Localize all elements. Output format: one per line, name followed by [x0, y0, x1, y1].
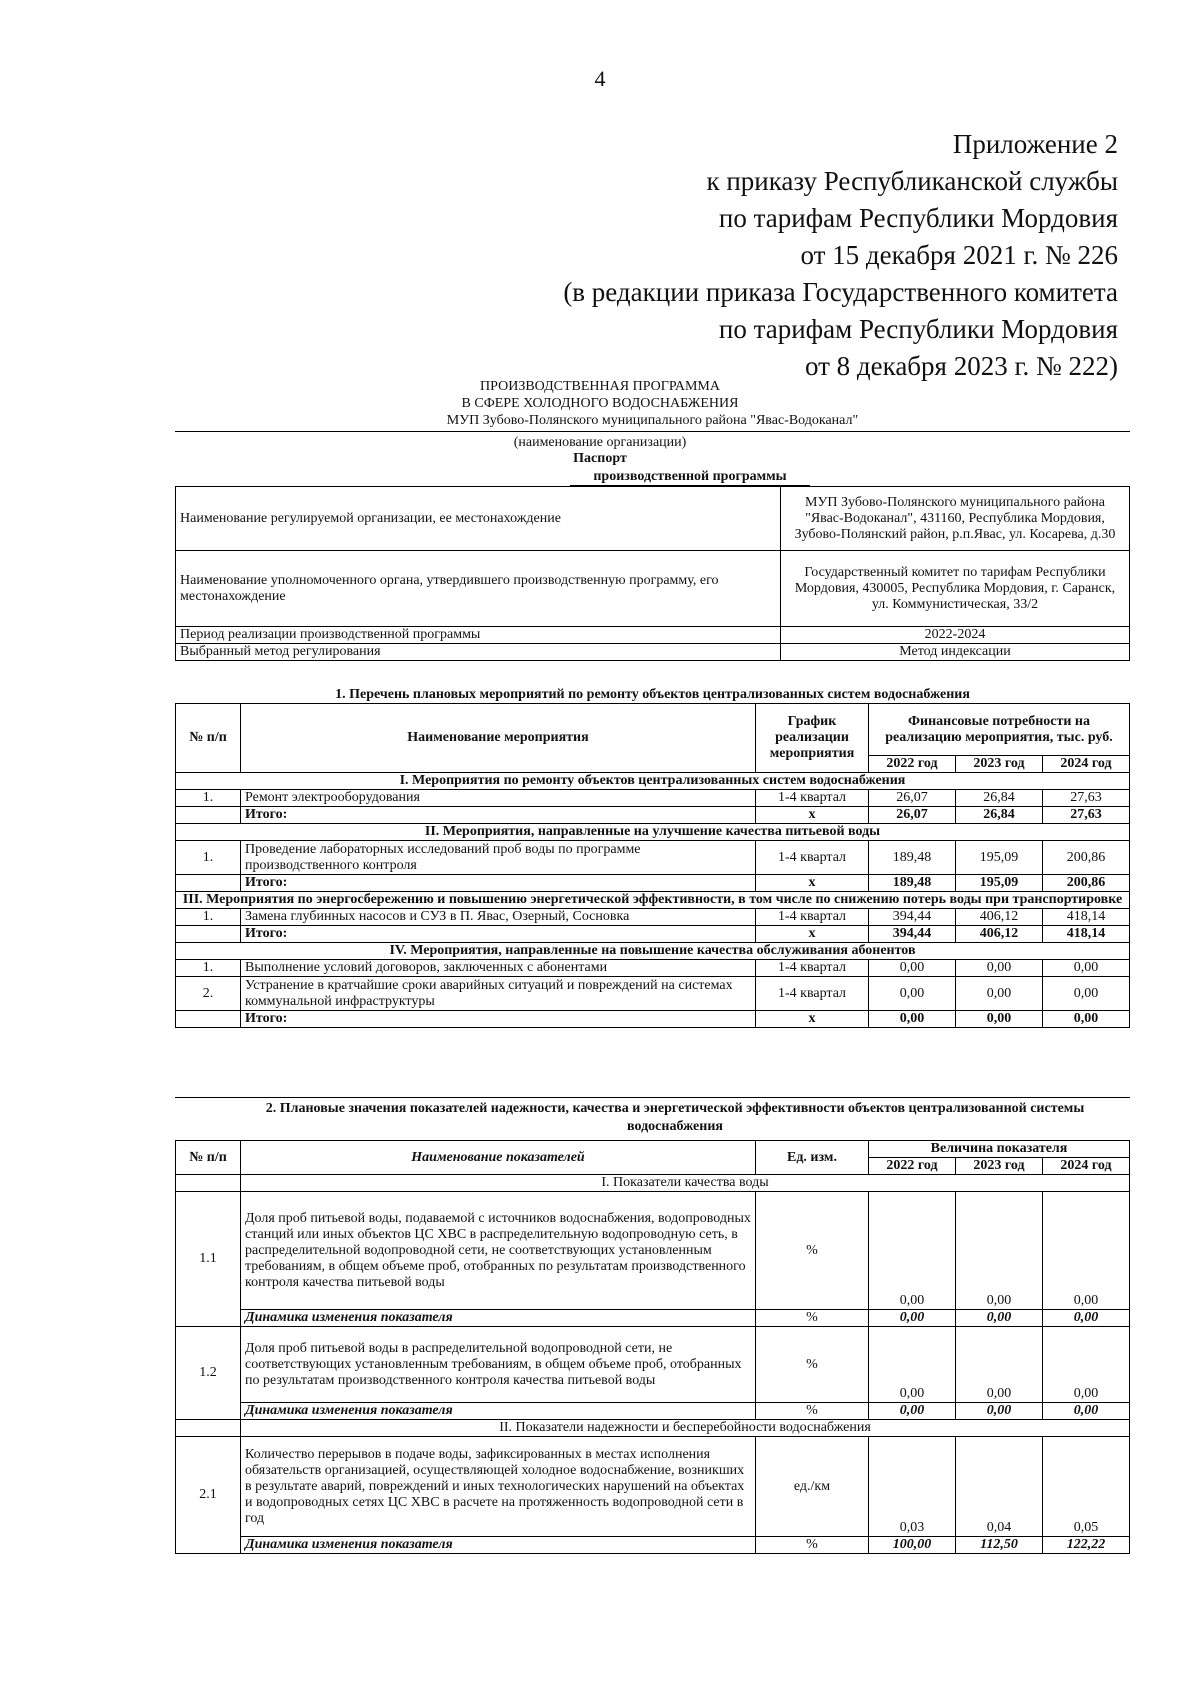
passport-subtitle: производственной программы [570, 468, 810, 486]
appendix-header [563, 126, 1118, 385]
indicator-row [176, 1192, 1130, 1310]
value-2023: 0,00 [956, 960, 1043, 977]
value-2022: 0,00 [869, 977, 956, 1011]
header-schedule: График реализации мероприятия [756, 704, 869, 773]
value-2024: 0,00 [1043, 977, 1130, 1011]
row-num-empty [176, 875, 241, 892]
event-schedule: 1-4 квартал [756, 790, 869, 807]
event-schedule: 1-4 квартал [756, 909, 869, 926]
events-table [175, 703, 1130, 1028]
total-label: Итого: [241, 875, 756, 892]
header-indicator-name: Наименование показателей [241, 1141, 756, 1175]
header-year: 2022 год [869, 756, 956, 773]
dynamics-row [176, 1537, 1130, 1554]
row-num-empty [176, 926, 241, 943]
program-title [0, 378, 1200, 412]
table-row [176, 790, 1130, 807]
header-year: 2022 год [869, 1158, 956, 1175]
value-2023: 0,00 [956, 1327, 1043, 1403]
dynamics-label: Динамика изменения показателя [241, 1403, 756, 1420]
event-name: Проведение лабораторных исследований проб воды по программе производственного контроля [241, 841, 756, 875]
value-2022: 0,00 [869, 1192, 956, 1310]
dynamics-label: Динамика изменения показателя [241, 1310, 756, 1327]
total-2022: 26,07 [869, 807, 956, 824]
value-2024: 0,05 [1043, 1437, 1130, 1537]
total-row [176, 926, 1130, 943]
row-num-empty [176, 1011, 241, 1028]
total-2022: 0,00 [869, 1011, 956, 1028]
dynamics-2024: 0,00 [1043, 1310, 1130, 1327]
value-2022: 26,07 [869, 790, 956, 807]
total-2024: 418,14 [1043, 926, 1130, 943]
dynamics-2024: 0,00 [1043, 1403, 1130, 1420]
dynamics-2023: 112,50 [956, 1537, 1043, 1554]
total-row [176, 875, 1130, 892]
total-row [176, 1011, 1130, 1028]
indicator-row [176, 1327, 1130, 1403]
group-title-row [176, 892, 1130, 909]
event-name: Выполнение условий договоров, заключенных с абонентами [241, 960, 756, 977]
passport-table [175, 486, 1130, 661]
passport-label: Выбранный метод регулирования [176, 644, 781, 661]
header-year: 2024 год [1043, 1158, 1130, 1175]
group-title-row [176, 824, 1130, 841]
passport-title: Паспорт [573, 451, 627, 466]
passport-value: 2022-2024 [781, 627, 1130, 644]
row-num: 1. [176, 841, 241, 875]
indicator-unit: ед./км [756, 1437, 869, 1537]
passport-row [176, 551, 1130, 627]
program-title-line: ПРОИЗВОДСТВЕННАЯ ПРОГРАММА [480, 379, 720, 394]
appendix-line: (в редакции приказа Государственного комитета [563, 277, 1118, 307]
passport-row [176, 487, 1130, 551]
indicator-unit: % [756, 1192, 869, 1310]
row-num: 1.2 [176, 1327, 241, 1420]
indicators-header-row [176, 1141, 1130, 1158]
dynamics-2022: 0,00 [869, 1310, 956, 1327]
appendix-line: к приказу Республиканской службы [706, 166, 1118, 196]
group-title-row [176, 1175, 1130, 1192]
appendix-line: по тарифам Республики Мордовия [718, 203, 1118, 233]
header-num: № п/п [176, 1141, 241, 1175]
total-label: Итого: [241, 926, 756, 943]
dynamics-2023: 0,00 [956, 1310, 1043, 1327]
appendix-line: от 15 декабря 2021 г. № 226 [800, 240, 1118, 270]
row-num-empty [176, 807, 241, 824]
row-num: 1. [176, 960, 241, 977]
indicator-unit: % [756, 1327, 869, 1403]
total-2024: 27,63 [1043, 807, 1130, 824]
value-2024: 418,14 [1043, 909, 1130, 926]
group-title: IV. Мероприятия, направленные на повышение качества обслуживания абонентов [176, 943, 1130, 960]
value-2023: 0,04 [956, 1437, 1043, 1537]
passport-row [176, 644, 1130, 661]
header-unit: Ед. изм. [756, 1141, 869, 1175]
passport-value: Метод индексации [781, 644, 1130, 661]
total-2024: 200,86 [1043, 875, 1130, 892]
dynamics-unit: % [756, 1537, 869, 1554]
header-year: 2023 год [956, 756, 1043, 773]
total-label: Итого: [241, 1011, 756, 1028]
value-2024: 0,00 [1043, 1327, 1130, 1403]
group-title-row [176, 943, 1130, 960]
total-2023: 26,84 [956, 807, 1043, 824]
events-header-row [176, 704, 1130, 756]
section-divider [175, 1097, 1130, 1098]
value-2022: 394,44 [869, 909, 956, 926]
passport-row [176, 627, 1130, 644]
group-title-row [176, 1420, 1130, 1437]
header-event-name: Наименование мероприятия [241, 704, 756, 773]
header-finance: Финансовые потребности на реализацию мероприятия, тыс. руб. [869, 704, 1130, 756]
dynamics-unit: % [756, 1310, 869, 1327]
section1-title: 1. Перечень плановых мероприятий по ремонту объектов централизованных систем водоснабжения [335, 687, 970, 702]
value-2022: 0,00 [869, 1327, 956, 1403]
indicator-row [176, 1437, 1130, 1537]
table-row [176, 841, 1130, 875]
event-name: Ремонт электрооборудования [241, 790, 756, 807]
passport-value: Государственный комитет по тарифам Республики Мордовия, 430005, Республика Мордовия, г. Саранск, ул. Коммунистическая, 33/2 [781, 551, 1130, 627]
total-row [176, 807, 1130, 824]
row-num: 2.1 [176, 1437, 241, 1554]
row-num-empty [176, 1175, 241, 1192]
value-2022: 189,48 [869, 841, 956, 875]
value-2024: 200,86 [1043, 841, 1130, 875]
total-schedule: х [756, 875, 869, 892]
value-2024: 0,00 [1043, 960, 1130, 977]
indicator-name: Доля проб питьевой воды, подаваемой с источников водоснабжения, водопроводных станций или иных объектов ЦС ХВС в распределительную водопроводную сеть, в распределительной водопроводной сети, не соответствующих установленным требованиям, в общем объеме проб, отобранных по результатам производственного контроля качества питьевой воды [241, 1192, 756, 1310]
dynamics-2022: 0,00 [869, 1403, 956, 1420]
event-schedule: 1-4 квартал [756, 841, 869, 875]
indicator-name: Доля проб питьевой воды в распределительной водопроводной сети, не соответствующих установленным требованиям, в общем объеме проб, отобранных по результатам производственного контроля качества питьевой воды [241, 1327, 756, 1403]
appendix-line: по тарифам Республики Мордовия [718, 314, 1118, 344]
table-row [176, 909, 1130, 926]
dynamics-row [176, 1310, 1130, 1327]
total-2023: 0,00 [956, 1011, 1043, 1028]
value-2022: 0,00 [869, 960, 956, 977]
row-num-empty [176, 1420, 241, 1437]
header-num: № п/п [176, 704, 241, 773]
dynamics-row [176, 1403, 1130, 1420]
group-title: I. Мероприятия по ремонту объектов централизованных систем водоснабжения [176, 773, 1130, 790]
total-label: Итого: [241, 807, 756, 824]
group-title: I. Показатели качества воды [241, 1175, 1130, 1192]
value-2023: 26,84 [956, 790, 1043, 807]
total-2023: 406,12 [956, 926, 1043, 943]
organization-caption: (наименование организации) [513, 435, 687, 450]
program-title-line: В СФЕРЕ ХОЛОДНОГО ВОДОСНАБЖЕНИЯ [461, 396, 739, 411]
header-value: Величина показателя [869, 1141, 1130, 1158]
dynamics-2023: 0,00 [956, 1403, 1043, 1420]
appendix-line: от 8 декабря 2023 г. № 222) [804, 351, 1118, 381]
header-year: 2024 год [1043, 756, 1130, 773]
row-num: 2. [176, 977, 241, 1011]
group-title-row [176, 773, 1130, 790]
total-2024: 0,00 [1043, 1011, 1130, 1028]
row-num: 1.1 [176, 1192, 241, 1327]
passport-label: Наименование уполномоченного органа, утвердившего производственную программу, его местонахождение [176, 551, 781, 627]
table-row [176, 977, 1130, 1011]
event-name: Замена глубинных насосов и СУЗ в П. Явас, Озерный, Сосновка [241, 909, 756, 926]
event-schedule: 1-4 квартал [756, 960, 869, 977]
page-number: 4 [594, 66, 606, 91]
header-year: 2023 год [956, 1158, 1043, 1175]
table-row [176, 960, 1130, 977]
organization-name: МУП Зубово-Полянского муниципального района "Явас-Водоканал" [175, 412, 1130, 432]
event-name: Устранение в кратчайшие сроки аварийных ситуаций и повреждений на системах коммунальной инфраструктуры [241, 977, 756, 1011]
group-title: II. Показатели надежности и бесперебойности водоснабжения [241, 1420, 1130, 1437]
dynamics-unit: % [756, 1403, 869, 1420]
passport-label: Период реализации производственной программы [176, 627, 781, 644]
appendix-line: Приложение 2 [952, 129, 1118, 159]
total-2022: 394,44 [869, 926, 956, 943]
total-schedule: х [756, 926, 869, 943]
value-2024: 0,00 [1043, 1192, 1130, 1310]
dynamics-label: Динамика изменения показателя [241, 1537, 756, 1554]
dynamics-2024: 122,22 [1043, 1537, 1130, 1554]
value-2023: 0,00 [956, 1192, 1043, 1310]
passport-label: Наименование регулируемой организации, ее местонахождение [176, 487, 781, 551]
indicator-name: Количество перерывов в подаче воды, зафиксированных в местах исполнения обязательств организацией, осуществляющей холодное водоснабжение, возникших в результате аварий, повреждений и иных технологических нарушений на объектах и водопроводных сетях ЦС ХВС в расчете на протяженность водопроводной сети в год [241, 1437, 756, 1537]
total-2023: 195,09 [956, 875, 1043, 892]
row-num: 1. [176, 909, 241, 926]
row-num: 1. [176, 790, 241, 807]
event-schedule: 1-4 квартал [756, 977, 869, 1011]
value-2024: 27,63 [1043, 790, 1130, 807]
total-schedule: х [756, 1011, 869, 1028]
group-title: III. Мероприятия по энергосбережению и повышению энергетической эффективности, в том числе по снижению потерь воды при транспортировке [176, 892, 1130, 909]
dynamics-2022: 100,00 [869, 1537, 956, 1554]
value-2023: 406,12 [956, 909, 1043, 926]
value-2023: 195,09 [956, 841, 1043, 875]
value-2023: 0,00 [956, 977, 1043, 1011]
section2-title: 2. Плановые значения показателей надежности, качества и энергетической эффективности объектов централизованной системы водоснабжения [265, 1101, 1085, 1134]
value-2022: 0,03 [869, 1437, 956, 1537]
total-schedule: х [756, 807, 869, 824]
passport-value: МУП Зубово-Полянского муниципального района "Явас-Водоканал", 431160, Республика Мордовия, Зубово-Полянский район, р.п.Явас, ул. Косарева, д.30 [781, 487, 1130, 551]
group-title: II. Мероприятия, направленные на улучшение качества питьевой воды [176, 824, 1130, 841]
indicators-table [175, 1140, 1130, 1554]
total-2022: 189,48 [869, 875, 956, 892]
